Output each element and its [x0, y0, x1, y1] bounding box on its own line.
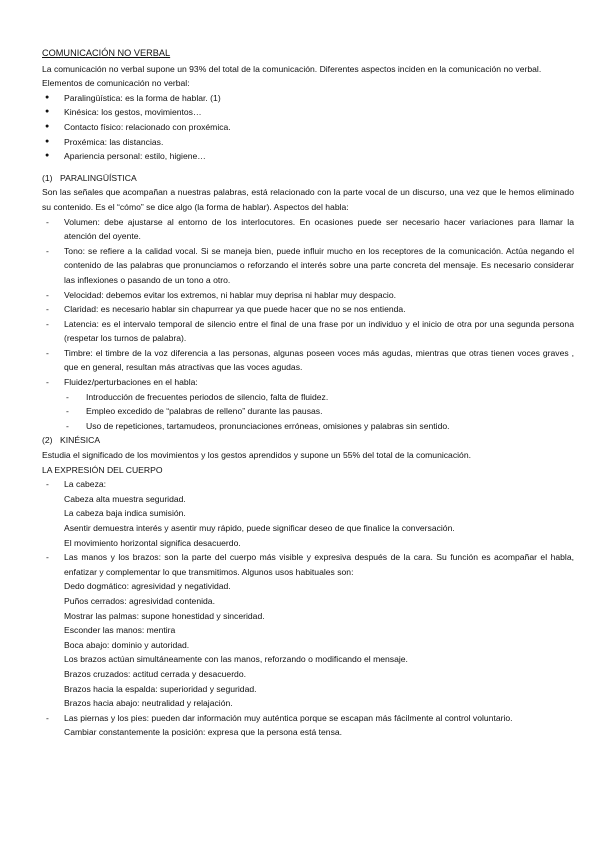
list-item: ● Kinésica: los gestos, movimientos…	[42, 105, 574, 120]
item-line: Esconder las manos: mentira	[64, 625, 176, 636]
body-expression-list	[42, 477, 574, 740]
elements-heading: Elementos de comunicación no verbal:	[42, 78, 190, 89]
item-line: Brazos hacia la espalda: superioridad y seguridad.	[64, 683, 257, 694]
elements-list	[42, 91, 574, 164]
speech-aspects-list	[42, 215, 574, 390]
list-item: - Timbre: el timbre de la voz diferencia a las personas, algunas poseen voces más agudas, mientras que otras tienen voces graves , que en general, resultan más atractivas que las voces agudas.	[42, 346, 574, 375]
subheading: LA EXPRESIÓN DEL CUERPO	[42, 464, 163, 475]
item-line: Mostrar las palmas: supone honestidad y sinceridad.	[64, 610, 265, 621]
item-line: Brazos hacia abajo: neutralidad y relajación.	[64, 698, 233, 709]
list-item: - Volumen: debe ajustarse al entorno de los interlocutores. En ocasiones puede ser necesario hacer variaciones para llamar la atención del oyente.	[42, 215, 574, 244]
section-intro: Estudia el significado de los movimientos y los gestos aprendidos y supone un 55% del total de la comunicación.	[42, 450, 471, 461]
list-item: ● Apariencia personal: estilo, higiene…	[42, 149, 574, 164]
fluency-sublist	[42, 390, 574, 434]
list-item: - Fluidez/perturbaciones en el habla:	[42, 375, 574, 390]
item-label: - Las manos y los brazos: son la parte del cuerpo más visible y expresiva después de la cara. Su función es acompañar el habla, enfatizar y complementar lo que transmitimos. Algunos usos habituales son:	[64, 552, 574, 577]
section-number: (1)	[42, 172, 53, 183]
intro-paragraph: La comunicación no verbal supone un 93% del total de la comunicación. Diferentes aspectos inciden en la comunicación no verbal.	[42, 63, 542, 74]
section-heading-kinesica	[42, 433, 574, 448]
item-label: - Las piernas y los pies: pueden dar información muy auténtica porque se escapan más fácilmente al control voluntario.	[64, 712, 513, 723]
list-item-hands	[42, 550, 574, 711]
list-item: ● Contacto físico: relacionado con proxémica.	[42, 120, 574, 135]
item-line: La cabeza baja indica sumisión.	[64, 508, 186, 519]
list-item: ● Proxémica: las distancias.	[42, 135, 574, 150]
item-line: Puños cerrados: agresividad contenida.	[64, 595, 215, 606]
item-line: Asentir demuestra interés y asentir muy rápido, puede significar deseo de que finalice la conversación.	[64, 523, 455, 533]
item-line: Los brazos actúan simultáneamente con las manos, reforzando o modificando el mensaje.	[64, 654, 408, 665]
item-line: Boca abajo: dominio y autoridad.	[64, 639, 190, 650]
item-line: Cabeza alta muestra seguridad.	[64, 493, 186, 504]
item-line: Cambiar constantemente la posición: expresa que la persona está tensa.	[64, 727, 343, 738]
section-number: (2)	[42, 435, 53, 446]
section-heading-paralinguistica	[42, 171, 574, 186]
list-item: - Latencia: es el intervalo temporal de silencio entre el final de una frase por un individuo y el inicio de otra por una segunda persona (respetar los turnos de palabra).	[42, 317, 574, 346]
list-item: - Introducción de frecuentes periodos de silencio, falta de fluidez.	[42, 390, 574, 405]
item-line: El movimiento horizontal significa desacuerdo.	[64, 537, 241, 548]
list-item: ● Paralingüística: es la forma de hablar. (1)	[42, 91, 574, 106]
item-line: Brazos cruzados: actitud cerrada y desacuerdo.	[64, 668, 246, 679]
list-item-head	[42, 477, 574, 550]
section-intro: Son las señales que acompañan a nuestras palabras, está relacionado con la parte vocal de un discurso, una vez que le hemos eliminado su contenido. Es el “cómo” se dice algo (la forma de hablar). Aspectos del habla:	[42, 187, 574, 212]
list-item: - Velocidad: debemos evitar los extremos, ni hablar muy deprisa ni hablar muy despacio.	[42, 288, 574, 303]
item-line: Dedo dogmático: agresividad y negatividad.	[64, 581, 231, 592]
list-item: - Uso de repeticiones, tartamudeos, pronunciaciones erróneas, omisiones y palabras sin sentido.	[42, 419, 574, 434]
document-page	[42, 46, 574, 740]
document-title: COMUNICACIÓN NO VERBAL	[42, 48, 171, 58]
item-label: - La cabeza:	[64, 479, 107, 490]
section-title: PARALINGÜÍSTICA	[60, 172, 137, 183]
list-item: - Tono: se refiere a la calidad vocal. Si se maneja bien, puede influir mucho en los receptores de la comunicación. Actúa negando el contenido de las palabras que pronunciamos o reforzando el interés sobre una parte concreta del mensaje. Es necesario considerar las inflexiones o pasando de un tono a otro.	[42, 244, 574, 288]
list-item: - Claridad: es necesario hablar sin chapurrear ya que puede hacer que no se nos entienda.	[42, 302, 574, 317]
section-title: KINÉSICA	[60, 435, 101, 446]
list-item-legs	[42, 711, 574, 740]
list-item: - Empleo excedido de “palabras de relleno” durante las pausas.	[42, 404, 574, 419]
